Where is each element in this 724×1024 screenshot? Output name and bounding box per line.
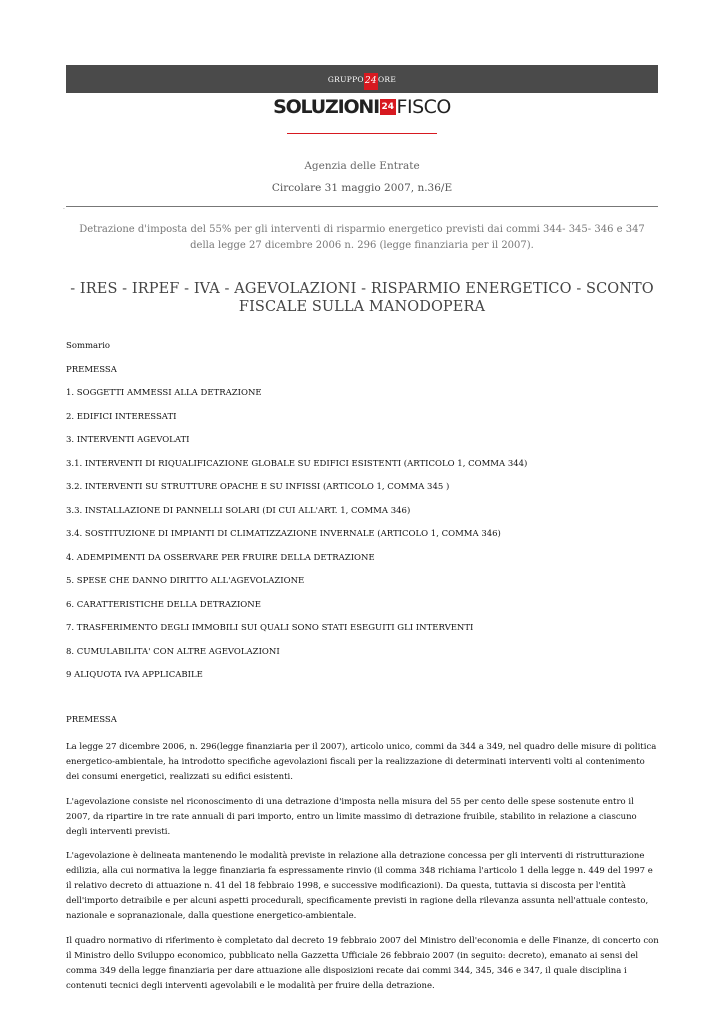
table-of-contents bbox=[66, 340, 656, 693]
logo-right-text: FISCO bbox=[396, 96, 451, 118]
paragraph: L'agevolazione è delineata mantenendo le modalità previste in relazione alla detrazione concessa per gli interventi di ristrutturazione edilizia, alla cui normativa la legge finanziaria fa espressamente rinvio (il comma 348 richiama l'articolo 1 della legge n. 449 del 1997 e il relativo decreto di attuazione n. 41 del 18 febbraio 1998, e successive modificazioni). Da questa, tuttavia si discosta per l'entità dell'importo detraibile e per alcuni aspetti procedurali, specificamente previsti in ragione della rilevanza assunta nell'attuale contesto, nazionale e sopranazionale, dalla questione energetico-ambientale. bbox=[66, 851, 653, 921]
section-heading-premessa: PREMESSA bbox=[66, 715, 117, 725]
gruppo24ore-logo bbox=[328, 71, 396, 88]
toc-label: Sommario bbox=[66, 341, 111, 351]
publisher-header-bar bbox=[66, 65, 658, 93]
toc-item-8[interactable]: 8. CUMULABILITA' CON ALTRE AGEVOLAZIONI bbox=[66, 646, 280, 657]
toc-item-4[interactable]: 4. ADEMPIMENTI DA OSSERVARE PER FRUIRE DELLA DETRAZIONE bbox=[66, 552, 375, 563]
brand-number: 24 bbox=[364, 73, 378, 90]
toc-item-1[interactable]: 1. SOGGETTI AMMESSI ALLA DETRAZIONE bbox=[66, 388, 262, 398]
logo-underline bbox=[287, 133, 437, 134]
header-divider bbox=[66, 206, 658, 207]
toc-item-2[interactable]: 2. EDIFICI INTERESSATI bbox=[66, 411, 177, 422]
toc-item-7[interactable]: 7. TRASFERIMENTO DEGLI IMMOBILI SUI QUALI SONO STATI ESEGUITI GLI INTERVENTI bbox=[66, 623, 474, 633]
document-subject: Detrazione d'imposta del 55% per gli interventi di risparmio energetico previsti dai commi 344- 345- 346 e 347 della legge 27 dicembre 2006 n. 296 (legge finanziaria per il 2007). bbox=[79, 224, 645, 251]
toc-item-6[interactable]: 6. CARATTERISTICHE DELLA DETRAZIONE bbox=[66, 599, 261, 610]
agency-name: Agenzia delle Entrate bbox=[304, 160, 420, 172]
toc-item-3[interactable]: 3. INTERVENTI AGEVOLATI bbox=[66, 435, 190, 445]
brand-suffix: ORE bbox=[377, 74, 397, 84]
toc-item-3-3[interactable]: 3.3. INSTALLAZIONE DI PANNELLI SOLARI (DI CUI ALL'ART. 1, COMMA 346) bbox=[66, 505, 411, 516]
paragraph: La legge 27 dicembre 2006, n. 296(legge finanziaria per il 2007), articolo unico, commi da 344 a 349, nel quadro delle misure di politica energetico-ambientale, ha introdotto specifiche agevolazioni fiscali per la realizzazione di determinati interventi volti al contenimento dei consumi energetici, realizzati su edifici esistenti. bbox=[66, 742, 657, 782]
toc-item-3-2[interactable]: 3.2. INTERVENTI SU STRUTTURE OPACHE E SU INFISSI (ARTICOLO 1, COMMA 345 ) bbox=[66, 482, 450, 492]
soluzioni24-fisco-logo bbox=[0, 96, 724, 120]
paragraph: L'agevolazione consiste nel riconoscimento di una detrazione d'imposta nella misura del 55 per cento delle spese sostenute entro il 2007, da ripartire in tre rate annuali di pari importo, entro un limite massimo di detrazione fruibile, stabilito in relazione a ciascuno degli interventi previsti. bbox=[66, 796, 637, 837]
premessa-body bbox=[66, 740, 660, 1003]
circular-reference: Circolare 31 maggio 2007, n.36/E bbox=[271, 182, 453, 194]
toc-item-9[interactable]: 9 ALIQUOTA IVA APPLICABILE bbox=[66, 670, 203, 680]
toc-item-5[interactable]: 5. SPESE CHE DANNO DIRITTO ALL'AGEVOLAZIONE bbox=[66, 576, 305, 586]
logo-left-text: SOLUZIONI bbox=[273, 96, 379, 118]
paragraph: Il quadro normativo di riferimento è completato dal decreto 19 febbraio 2007 del Ministro dell'economia e delle Finanze, di concerto con il Ministro dello Sviluppo economico, pubblicato nella Gazzetta Ufficiale 26 febbraio 2007 (in seguito: decreto), emanato ai sensi del comma 349 della legge finanziaria per dare attuazione alle disposizioni recate dai commi 344, 345, 346 e 347, il quale disciplina i contenuti tecnici degli interventi agevolabili e le modalità per fruire della detrazione. bbox=[66, 935, 659, 991]
rule-marker: . bbox=[63, 204, 65, 211]
toc-item-3-4[interactable]: 3.4. SOSTITUZIONE DI IMPIANTI DI CLIMATIZZAZIONE INVERNALE (ARTICOLO 1, COMMA 346) bbox=[66, 529, 501, 539]
toc-item-3-1[interactable]: 3.1. INTERVENTI DI RIQUALIFICAZIONE GLOBALE SU EDIFICI ESISTENTI (ARTICOLO 1, COMMA 344) bbox=[66, 458, 528, 469]
brand-prefix: GRUPPO bbox=[327, 74, 364, 84]
document-title: - IRES - IRPEF - IVA - AGEVOLAZIONI - RISPARMIO ENERGETICO - SCONTO FISCALE SULLA MANODOPERA bbox=[70, 281, 654, 315]
toc-item-premessa[interactable]: PREMESSA bbox=[66, 364, 117, 375]
logo-badge: 24 bbox=[380, 99, 396, 115]
